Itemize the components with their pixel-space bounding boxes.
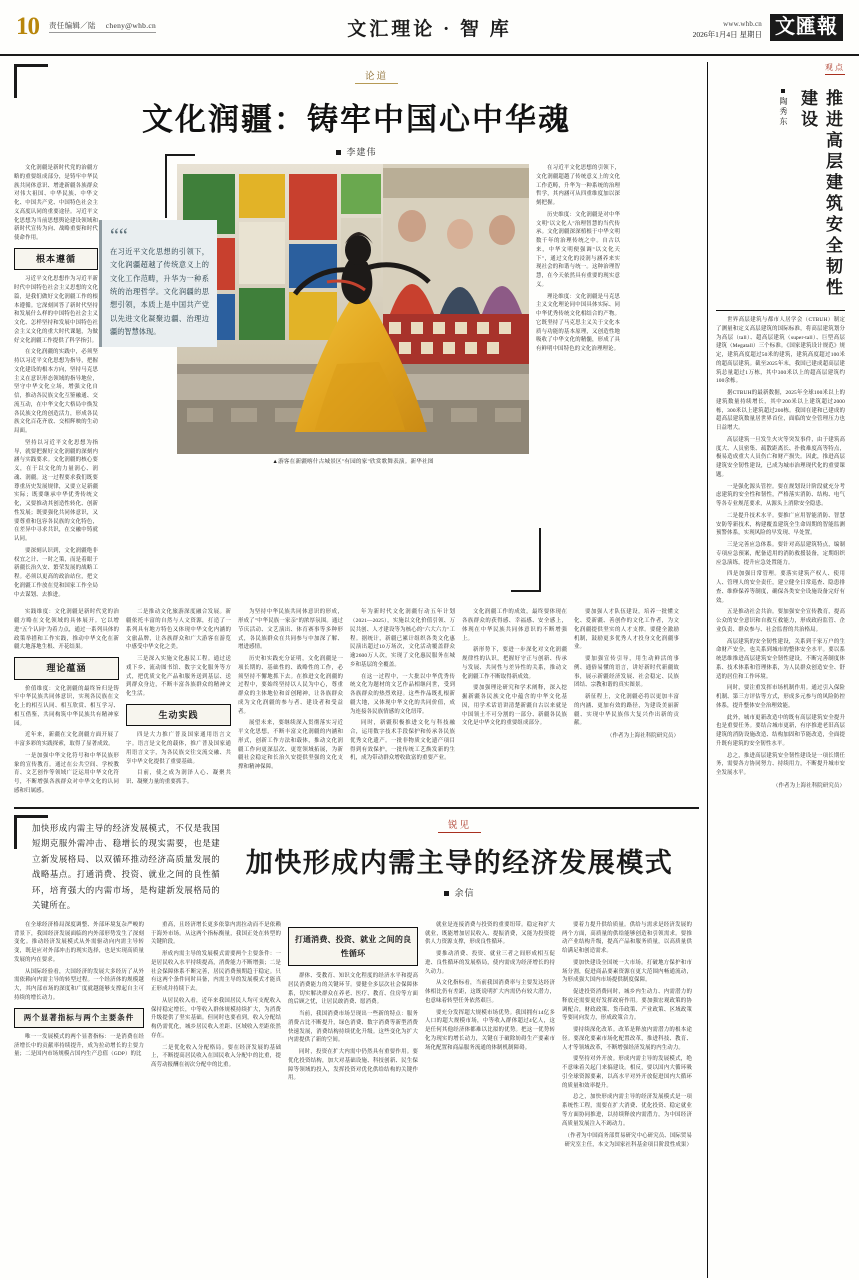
article2-col-5: 要着力提升供给质量。供给与需求是经济发展的两个方面，高质量的供给能够创造和引领需求。要推动产业结构升级，提高产品和服务质量，以高质量供给满足和创造需求。 要加快建设全国统一大市场。打破地方保护和市场分割，促进商品要素资源在更大范围内畅通流动，为形成强大国内市场提供制度保障。 促进投资消费同时，城乡内生动力、内需潜力的释放还需要更好发挥政府作用。要加强宏观政策的协调配合，财政政策、货币政策、产业政策、区域政策等要同向发力，形成政策合力。 要持续深化改革。改革是释放内需潜力的根本途径。要深化要素市场化配置改革，推进科技、教育、人才等领域改革，不断增强经济发展的内生动力。 要坚持对外开放。形成内需主导的发展模式，绝不意味着关起门来搞建设。相反，要以国内大循环吸引全球资源要素，以高水平对外开放促进国内大循环的质量和效率提升。 总之，加快形成内需主导的经济发展模式是一项系统性工程，需要在扩大消费、优化投资、稳定就业等方面协同推进，以持续释放内需潜力，为中国经济高质量发展注入不竭动力。 （作者为中国商务部贸易研究中心研究员、国际贸易研究室主任，本文为国家社科基金项目阶段性成果）	[562, 921, 692, 1149]
rail-source: （作者为上海社科院研究员）	[772, 782, 845, 789]
article1-photo-caption: ▲游客在新疆喀什古城景区"有园的家"欣赏歌舞表演。新华社图	[272, 459, 434, 465]
article1-photo	[177, 164, 529, 454]
photo-frame-corner-right	[511, 528, 541, 592]
publication-date: 2026年1月4日 星期日	[692, 30, 762, 40]
editor-credit: 责任编辑／陆 cheny@whb.cn	[49, 21, 156, 34]
article1-photo-block	[110, 164, 529, 602]
article2-col-4: 就业是连接消费与投资的重要纽带。稳定和扩大就业，既能增加居民收入、提振消费，又能为投资提供人力资源支撑，形成良性循环。 要推动消费、投资、就业三者之间形成相互促进、良性循环的发展格局，使内需成为经济增长的持久动力。 从文化指标看，当前我国消费率与主要发达经济体相比仍有差距，这既说明扩大内需仍有较大潜力，也意味着转型任务依然艰巨。 要充分发挥超大规模市场优势。我国拥有14亿多人口的超大规模市场，中等收入群体超过4亿人，这是任何其他经济体都难以比拟的优势。把这一优势转化为现实的增长动力，关键在于破除妨碍生产要素市场化配置和商品服务流通的体制机制障碍。	[425, 921, 555, 1051]
article1-byline: 李建伟	[14, 145, 699, 158]
article2-headline: 加快形成内需主导的经济发展模式	[245, 847, 674, 878]
byline-marker-icon-3	[781, 89, 785, 93]
article2-col-1: 在全球经济格局深度调整、外部环境复杂严峻的背景下，我国经济发展面临的内外部形势发生了深刻变化。推动经济发展模式从外需驱动向内需主导转变，既是应对外部冲击的现实选择，也是实现高质量发展的内在要求。 从国际经验看，大国经济的发展大多经历了从外需依赖向内需主导的转型过程。一个经济体的规模越大，其内部市场的深度和广度就越能够支撑起自主可持续的增长动力。 两个显著指标与两个主要条件 唯一一发展模式的两个显著指标：一是消费在经济增长中的贡献率持续提升，成为拉动增长的主要力量；二是国内市场规模占国内生产总值（GDP）的比	[14, 921, 144, 1058]
article2-source: （作者为中国商务部贸易研究中心研究员、国际贸易研究室主任，本文为国家社科基金项目阶段性成果）	[564, 1133, 692, 1149]
section-label-guandian: 观点	[825, 62, 845, 75]
article1-source: （作者为上海社科院研究员）	[606, 733, 679, 740]
article1-col-1: 文化润疆是新时代党的治疆方略的重要组成部分，是铸牢中华民族共同体意识、增进新疆各族群众对伟大祖国、中华民族、中华文化、中国共产党、中国特色社会主义高度认同的重要途径。习近平文化思想为当前思想舆论建设领域和新时代宣传为向、战略重要和时代使命作用。 根本遵循 习近平文化思想作为习近平新时代中国特色社会主义思想的文化篇，是我们做好文化润疆工作的根本遵循。它深刻回答了新时代坚持和发展什么样的中国特色社会主义文化、怎样坚持和发展中国特色社会主义文化的重大时代课题，为做好文化润疆工作提供了科学指引。 在文化润疆的实践中，必须坚持以习近平文化思想为指导，把握文化建设的根本方向，坚持马克思主义在意识形态领域的指导地位，坚守中华文化立场，增强文化自信，推动各民族文化互鉴融通、交流互动，在中华文化大格局中焕发各民族文化的创造活力，形成各民族文化百花齐放、交相辉映的生动局面。 坚持以习近平文化思想为指导，就要把握好文化润疆的深刻内涵与实践要求。文化润疆的核心要义，在于以文化的力量润心、润魂、润疆。这一过程要求我们既要尊重历史发展规律，又要立足新疆实际；既要继承中华优秀传统文化，又要推动其创造性转化、创新性发展；既要强化共同体意识，又要尊重和包容各民族的文化特色，在差异中寻求共识，在交融中铸就认同。 要深刻认识到，文化润疆绝非权宜之计、一时之策，而是着眼于新疆长治久安、繁荣发展的战略工程。必须以更高的政治站位，把文化润疆工作放在党和国家工作全局中去谋划、去推进。	[14, 165, 98, 598]
article2-byline: 余信	[220, 886, 699, 899]
byline-marker-icon-2	[444, 891, 449, 896]
article1-lower	[14, 608, 699, 798]
article2-col-2: 重高，且经济增长更多依靠内需拉动而不是依赖于海外市场。从这两个指标衡量，我国正处在转型的关键阶段。 形成内需主导的发展模式需要两个主要条件：一是居民收入水平持续提高，消费能力不断增强；二是社会保障体系不断完善，居民消费预期趋于稳定。只有这两个条件同时具备，内需主导的发展模式才能真正形成并持续下去。 从居民收入看，近年来我国居民人均可支配收入保持稳定增长，中等收入群体规模持续扩大，为消费升级提供了坚实基础。但同时也要看到，收入分配结构仍需优化，城乡居民收入差距、区域收入差距依然存在。 二是优化收入分配格局。要在经济发展的基础上，不断提高居民收入在国民收入分配中的比重，提高劳动报酬在初次分配中的比重。	[151, 921, 281, 1069]
byline-marker-icon	[336, 150, 341, 155]
article1-col-5: 为坚持中华民族共同体意识的形成，形成了"中华民族一家亲"的浓厚氛围。通过节庆活动、文艺演出、体育赛事等多种形式，各民族群众在共同参与中加深了解、增进感情。 历史和实践充分证明，文化润疆是一项长期的、基础性的、战略性的工作，必须坚持不懈地抓下去。在推进文化润疆的过程中，要始终坚持以人民为中心，尊重群众的主体地位和首创精神，让各族群众成为文化润疆的参与者、建设者和受益者。 展望未来，要继续深入贯彻落实习近平文化思想，不断丰富文化润疆的内涵和形式，创新工作方法和载体，推动文化润疆工作向更深层次、更宽领域拓展，为新疆社会稳定和长治久安提供坚强的文化支撑和精神保障。	[238, 609, 343, 771]
subhead-1: 根本遵循	[14, 248, 98, 271]
paper-logo: 文匯報	[770, 14, 843, 41]
article-domestic-demand	[14, 809, 699, 1150]
rail-headline: 推进高层建筑安全韧性建设	[798, 89, 842, 299]
rail-byline: 陶秀东	[778, 89, 789, 127]
article1-pull-quote: ““ 在习近平文化思想的引领下，文化润疆超越了传统意义上的文化工作范畴，升华为一种系统的治理哲学。文化润疆的思想引领，本质上是中国共产党以先进文化凝聚边疆、治理边疆的智慧体现。	[99, 220, 217, 347]
left-zone	[14, 62, 699, 1278]
article2-subhead: 两个显著指标与两个主要条件	[14, 1008, 144, 1028]
section-label-ruijian: 锐见	[438, 817, 481, 833]
quote-mark-icon: ““	[110, 225, 128, 247]
rail-body: 世界高层建筑与都市人居学会（CTBUH）制定了测量和定义高层建筑的国际标准，将高层建筑划分为高层（tall）、超高层建筑（super-tall）、巨型高层建筑（Megatall）三个标准。《国家建筑设计规范》规定，建筑高度超过50米的建筑，建筑高度超过100米的超高层建筑。截至2025年末，我国已建成超高层建筑总量超过1万栋，其中300米以上的超高层建筑约100余栋。 据CTBUH的最新数据，2025年全球100米以上的建筑数量持续增长，其中200米以上建筑超过2000栋，300米以上建筑超过200栋。我国在建和已建成的超高层建筑数量居世界首位，面临的安全管理压力也日益增大。 高层建筑一旦发生火灾等突发事件，由于建筑高度大、人员密集、疏散距离长、扑救难度高等特点，极易造成重大人员伤亡和财产损失。因此，推进高层建筑安全韧性建设，已成为城市治理现代化的重要课题。 一是强化源头管控。要在规划设计阶段就充分考虑建筑的安全性和韧性，严格落实消防、结构、电气等各专业规范要求，从源头上消除安全隐患。 二是提升技术水平。要推广应用智能消防、智慧安防等新技术，构建覆盖建筑全生命周期的智能监测预警体系，实现风险的早发现、早处置。 三是完善应急体系。要针对高层建筑特点，编制专项应急预案，配备适用的消防救援装备，定期组织应急演练，提升应急处置能力。 四是加强日常管理。要落实建筑产权人、使用人、管理人的安全责任，建立健全日常巡查、隐患排查、维修保养等制度，确保各类安全设施设备完好有效。 五是推动社会共治。要加强安全宣传教育，提高公众的安全意识和自救互救能力，形成政府监管、企业负责、群众参与、社会监督的共治格局。 高层建筑的安全韧性建设，关系到千家万户的生命财产安全，也关系到城市的整体安全水平。要以系统思维推进高层建筑安全韧性建设，不断完善制度体系、技术体系和管理体系，为人民群众创造安全、舒适的居住和工作环境。 同时，要注重发挥市场机制作用。通过引入保险机制、第三方评估等方式，形成多元参与的风险防控体系，提升整体安全治理效能。 此外，城市更新改造中的既有高层建筑安全提升也是重要任务。要结合城市更新，有序推进老旧高层建筑的消防设施改造、结构加固和节能改造，全面提升既有建筑的安全韧性水平。 总之，推进高层建筑安全韧性建设是一项长期任务，需要各方协同努力、持续用力，不断提升城市安全发展水平。 （作者为上海社科院研究员）	[716, 310, 845, 791]
article1-col-8: 要加强人才队伍建设，培养一批懂文化、爱新疆、善创作的文化工作者，为文化润疆提供坚实的人才支撑。要健全激励机制，鼓励更多优秀人才投身文化润疆事业。 要加强宣传引导，用生动鲜活的事例、通俗易懂的语言，讲好新时代新疆故事，展示新疆经济发展、社会稳定、民族团结、宗教和谐的真实图景。 新征程上，文化润疆必将以更加丰富的内涵、更加有效的路径，为建设美丽新疆、实现中华民族伟大复兴作出新的贡献。 （作者为上海社科院研究员）	[574, 609, 679, 740]
masthead	[0, 0, 859, 56]
article2-columns	[14, 921, 699, 1150]
article-culture-xinjiang	[14, 62, 699, 809]
subhead-2: 理论蕴涵	[14, 657, 119, 680]
website-url: www.whb.cn	[723, 19, 762, 28]
page-title: 文汇理论 · 智 库	[347, 18, 512, 40]
article2-lede: 加快形成内需主导的经济发展模式，不仅是我国短期克服外需冲击、稳增长的现实需要，也是建立新发展格局、以双循环推动经济高质量发展的战略基点。打通消费、投资、就业之间的良性循环，培育强大的内需市场，是构建新发展格局的关键所在。	[32, 823, 220, 911]
article1-col-3: 实践维度：文化润疆是新时代党的治疆方略在文化领域的具体展开。它以增进"五个认同"为着力点，通过一系列具体的政策举措和工作实践，推动中华文化在新疆大地落地生根、开花结果。 理论蕴涵 价值维度：文化润疆的最终旨归是铸牢中华民族共同体意识，实现各民族在文化上的相互认同、相互欣赏、相互学习、相互借鉴，共同构筑中华民族共有精神家园。 近年来，新疆在文化润疆方面开展了丰富多彩的实践探索，取得了显著成效。 一是加强中华文化符号和中华民族形象的宣传教育。通过在公共空间、学校教育、文艺创作等领域广泛运用中华文化符号，不断增强各族群众对中华文化的认同感和归属感。	[14, 609, 119, 794]
article1-col-6: 年为新时代文化润疆行动五年计划（2021—2025），实施以文化价值引领、万民共创、人才建设等为核心的"六大六力"工程。据统计，新疆已累计组织各类文化惠民演出超过10万场次，文化活动覆盖群众逾2600万人次，实现了文化惠民服务在城乡和基层的全覆盖。 在这一过程中，一大批以中华优秀传统文化为题材的文艺作品相继问世，受到各族群众的热烈欢迎。这些作品既扎根新疆大地，又体现中华文化的共同价值，成为连接各民族情感的文化纽带。 同时，新疆积极推进文化与科技融合，运用数字技术手段保护和传承各民族优秀文化遗产。一批非物质文化遗产项目得到有效保护，一批传统工艺焕发新的生机，成为带动群众增收致富的重要产业。	[350, 609, 455, 762]
article2-col-3: 打通消费、投资、就业 之间的良性循环 群体、受教育、知识文化程度的经济水平和提高居民消费能力的关键环节。要健全多层次社会保障体系，切实解决群众在养老、医疗、教育、住房等方面的后顾之忧，让居民敢消费、愿消费。 当前，我国消费市场呈现出一些新的特点：服务消费占比不断提升，绿色消费、数字消费等新型消费快速发展，消费结构持续优化升级。这些变化为扩大内需提供了新的空间。 同时，投资在扩大内需中仍然具有重要作用。要优化投资结构，加大对基础设施、科技创新、民生保障等领域的投入，发挥投资对优化供给结构的关键作用。	[288, 921, 418, 1150]
page-number: 10	[16, 13, 39, 40]
page-content	[0, 56, 859, 1278]
right-rail	[707, 62, 845, 1278]
decorative-corner-2	[14, 815, 48, 849]
article1-upper	[14, 164, 699, 602]
article1-headline: 文化润疆：铸牢中国心中华魂	[141, 102, 571, 137]
article1-col-2: 在习近平文化思想的引领下，文化润疆超越了传统意义上的文化工作范畴，升华为一种系统的治理哲学，其内涵可从四重维度加以深刻把握。 历史维度：文化润疆是对中华文明"以文化人"治理智慧的当代传承。文化润疆深深植根于中华文明数千年的治理传统之中。自古以来，中华文明便强调"以文化天下"，通过文化的浸润与涵养来实现社会的和谐与统一。这种治理智慧，在今天依然具有重要的现实意义。 理论维度：文化润疆是马克思主义文化理论同中国具体实际、同中华优秀传统文化相结合的产物。它既坚持了马克思主义关于文化本质与功能的基本原理，又创造性地吸收了中华文化的精髓，形成了具有鲜明中国特色的文化治理理论。	[536, 165, 620, 352]
article2-highlight-box: 打通消费、投资、就业 之间的良性循环	[288, 927, 418, 966]
subhead-3: 生动实践	[126, 704, 231, 727]
decorative-corner	[14, 64, 48, 98]
section-label-lundao: 论道	[355, 68, 398, 84]
article1-col-7: 文化润疆工作的成效，最终要体现在各族群众的获得感、幸福感、安全感上，体现在中华民族共同体意识的不断增强上。 新形势下，要进一步深化对文化润疆规律性的认识，把握好守正与创新、传承与发展、共同性与差异性的关系，推动文化润疆工作不断取得新成效。 要加强理论研究和学术阐释，深入挖掘新疆各民族文化中蕴含的中华文化基因，用学术话语讲清楚新疆自古以来就是中国领土不可分割的一部分、新疆各民族文化是中华文化的重要组成部分。	[462, 609, 567, 727]
article1-col-4: 二是推动文化旅游深度融合发展。新疆依托丰富的自然与人文资源，打造了一系列具有地方特色又体现中华文化内涵的文旅品牌，让各族群众和广大游客在游览中感受中华文化之美。 三是深入实施文化惠民工程。通过送戏下乡、流动图书馆、数字文化服务等方式，把优质文化产品和服务送到基层、送到群众身边，不断丰富各族群众的精神文化生活。 生动实践 四是大力推广普及国家通用语言文字。语言是文化的载体，推广普及国家通用语言文字，为各民族交往交流交融、共享中华文化提供了重要基础。 目前，使之成为润泽人心、凝聚共识、凝聚力量的重要抓手。	[126, 609, 231, 786]
